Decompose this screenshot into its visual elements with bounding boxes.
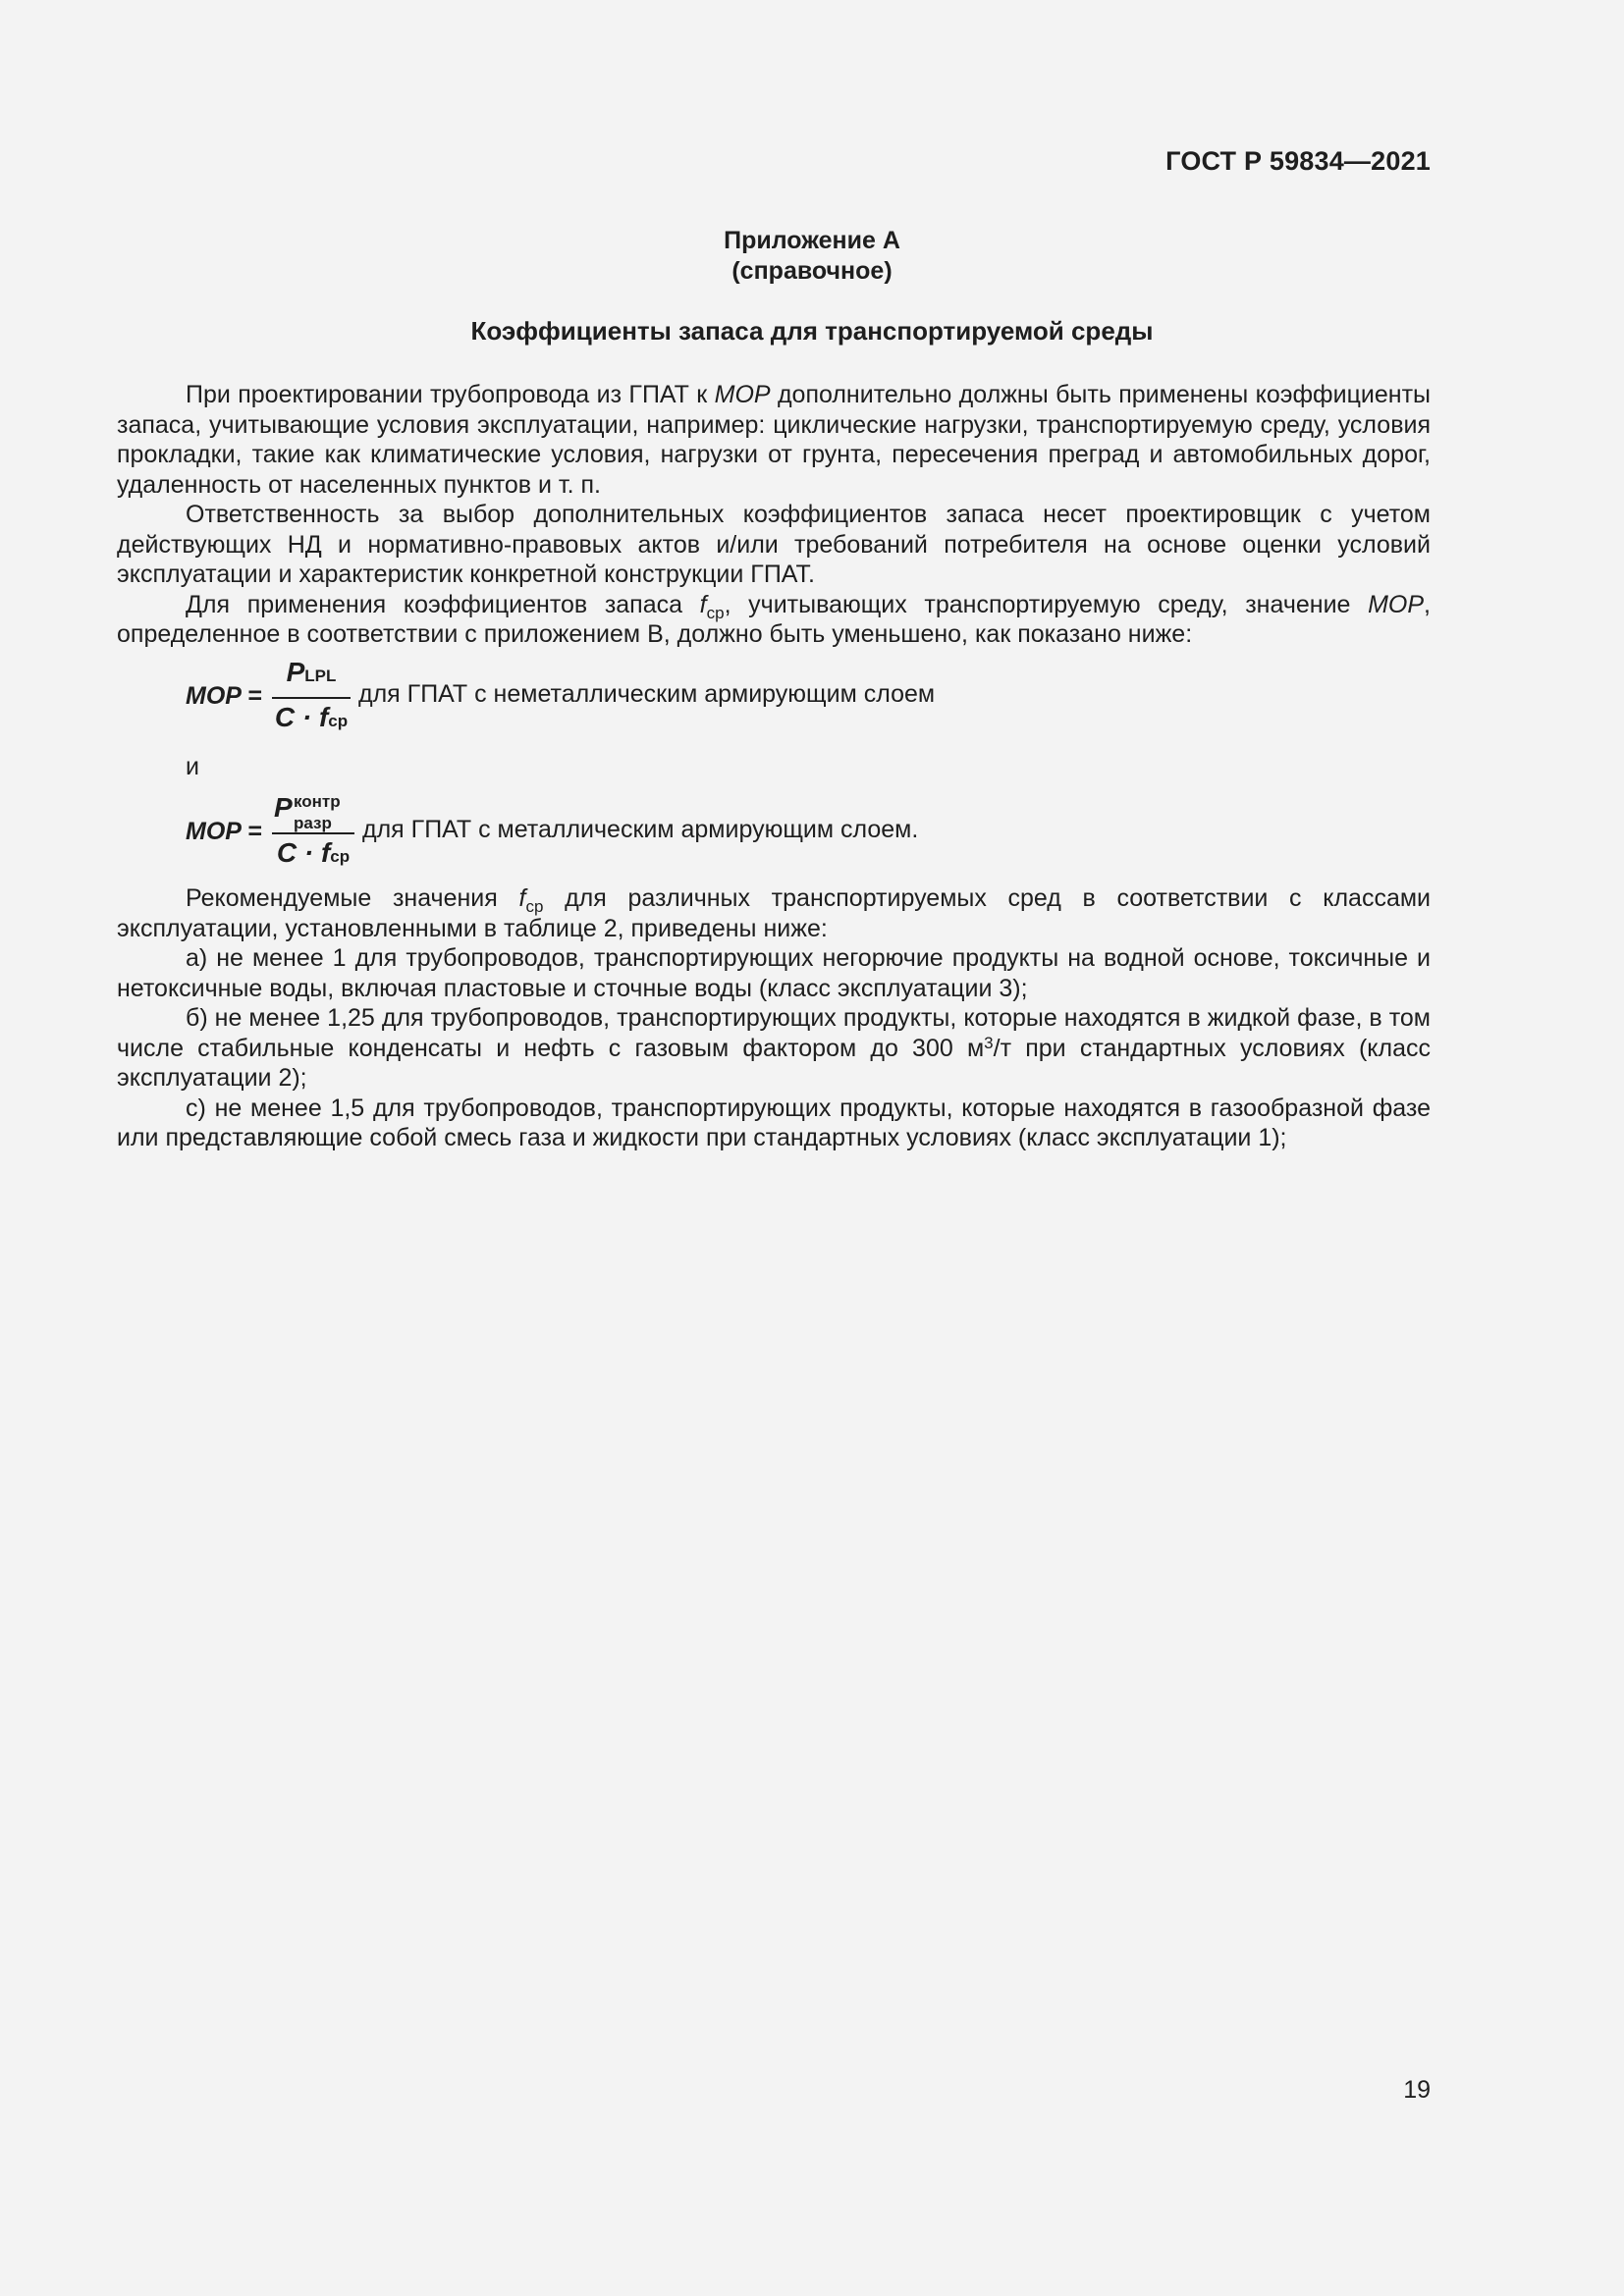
p3-text-b: , учитывающих транспортируемую среду, значение [724, 590, 1369, 618]
cubic-superscript: 3 [984, 1033, 994, 1052]
conjunction: и [186, 752, 199, 780]
formula-fraction [272, 789, 354, 873]
p1-text-b: дополнительно должны быть применены коэффициенты запаса, учитывающие условия эксплуатации, например: циклические нагрузки, транспортируемую среду, условия прокладки, такие как климатические условия, нагрузки от грунта, пересечения преград и автомобильных дорог, удаленность от населенных пунктов и т. п. [117, 381, 1431, 499]
numerator-symbol: P [274, 792, 293, 823]
item-b-text-b: /т при стандартных условиях (класс эксплуатации 2); [117, 1034, 1431, 1092]
annex-header [0, 226, 1624, 287]
standard-designation: ГОСТ Р 59834—2021 [1165, 146, 1431, 176]
paragraph-1 [117, 380, 1431, 500]
formula-fraction [272, 658, 351, 737]
paragraph-2: Ответственность за выбор дополнительных коэффициентов запаса несет проектировщик с учетом действующих НД и нормативно-правовых актов и/или требований потребителя на основе оценки условий эксплуатации и характеристик конкретной конструкции ГПАТ. [117, 501, 1431, 588]
item-b-text-a: б) не менее 1,25 для трубопроводов, транспортирующих продукты, которые находятся в жидкой фазе, в том числе стабильные конденсаты и нефть с газовым фактором до 300 м [117, 1004, 1431, 1062]
numerator-symbol: P [286, 656, 305, 687]
paragraph-4 [117, 883, 1431, 943]
list-item-a: а) не менее 1 для трубопроводов, транспортирующих негорючие продукты на водной основе, токсичные и нетоксичные воды, включая пластовые и сточные воды (класс эксплуатации 3); [117, 944, 1431, 1002]
document-body [117, 380, 1431, 1153]
numerator-subscript: LPL [304, 666, 337, 685]
list-item-b [117, 1003, 1431, 1094]
p1-text-a: При проектировании трубопровода из ГПАТ к [186, 381, 715, 408]
f-symbol: f [699, 590, 707, 618]
annex-title: Приложение А [724, 227, 900, 254]
formula-lhs: MOP = [186, 681, 262, 710]
formula-nonmetallic [186, 658, 1431, 748]
denominator-symbol: C · f [274, 701, 329, 732]
f-symbol: f [518, 884, 526, 912]
numerator-subscript: разр [294, 814, 332, 832]
annex-type: (справочное) [731, 257, 893, 285]
page-number: 19 [1403, 2076, 1431, 2104]
numerator-superscript: контр [294, 792, 341, 811]
p4-text-a: Рекомендуемые значения [186, 884, 519, 912]
p4-text-b: для различных транспортируемых сред в соответствии с классами эксплуатации, установленными в таблице 2, приведены ниже: [117, 884, 1431, 942]
mop-term: MOP [1368, 590, 1425, 618]
section-heading: Коэффициенты запаса для транспортируемой среды [470, 316, 1154, 346]
denominator-subscript: ср [328, 711, 349, 730]
formula-metallic [186, 789, 1431, 883]
fraction-numerator [272, 789, 354, 834]
denominator-symbol: C · f [276, 837, 331, 868]
formula-lhs: MOP = [186, 818, 262, 845]
fraction-numerator [272, 658, 351, 699]
list-item-c: с) не менее 1,5 для трубопроводов, транспортирующих продукты, которые находятся в газообразной фазе или представляющие собой смесь газа и жидкости при стандартных условиях (класс эксплуатации 1); [117, 1094, 1431, 1151]
formula-description: для ГПАТ с неметаллическим армирующим слоем [358, 679, 936, 708]
denominator-subscript: ср [330, 847, 351, 866]
p3-text-c: , определенное в соответствии с приложением В, должно быть уменьшено, как показано ниже: [117, 590, 1431, 648]
mop-term: MOP [714, 381, 771, 408]
formula-description: для ГПАТ с металлическим армирующим слоем. [362, 816, 919, 843]
fraction-denominator [272, 834, 354, 873]
f-subscript: ср [706, 603, 725, 622]
p3-text-a: Для применения коэффициентов запаса [186, 590, 700, 618]
paragraph-3 [117, 590, 1431, 650]
f-subscript: ср [525, 897, 544, 916]
fraction-denominator [272, 699, 351, 737]
